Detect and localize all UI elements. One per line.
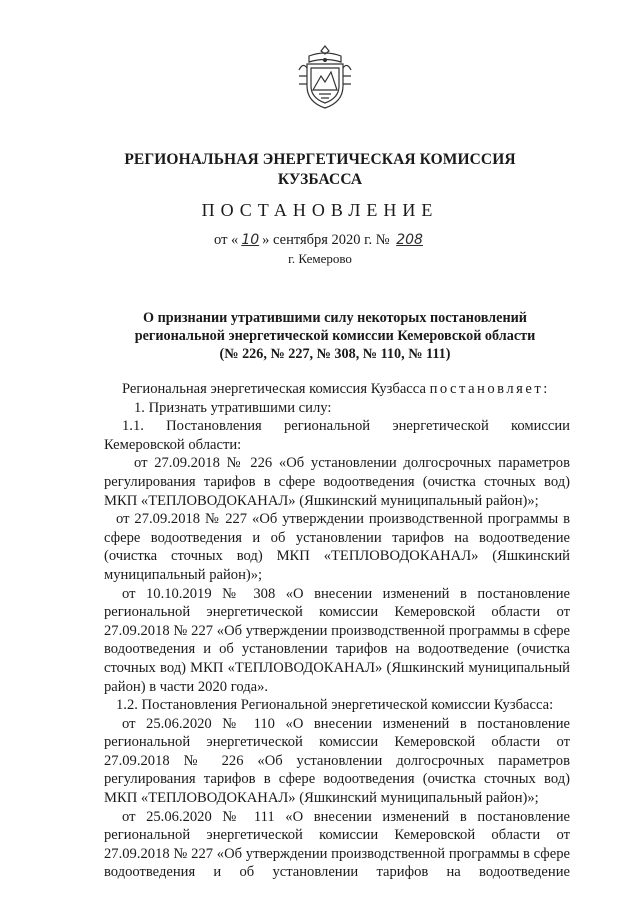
item-1: 1. Признать утратившими силу: [134, 399, 332, 416]
title-line-1: О признании утратившими силу некоторых постановлений [143, 310, 527, 326]
paragraph-227: от 27.09.2018 № 227 «Об утверждении производственной программы в сфере водоотведения и об установлении тарифов на водоотведение (очистка сточных вод) МКП «ТЕПЛОВОДОКАНАЛ» (Яшкинский муниципальный район)»; [104, 511, 570, 583]
date-day-handwritten: 10 [241, 232, 260, 248]
date-prefix: от « [214, 232, 239, 248]
paragraph-111: от 25.06.2020 № 111 «О внесении изменений в постановление региональной энергетической комиссии Кемеровской области от 27.09.2018 № 227 «Об утверждении производственной программы в сфере водоотведения и об установлении тарифов на водоотведение [104, 808, 570, 881]
organization-region: КУЗБАССА [277, 171, 363, 188]
date-month-year: » сентября 2020 г. № [262, 232, 390, 248]
title-line-3: (№ 226, № 227, № 308, № 110, № 111) [219, 346, 451, 362]
paragraph-110: от 25.06.2020 № 110 «О внесении изменений в постановление региональной энергетической комиссии Кемеровской области от 27.09.2018 № 226 «Об установлении долгосрочных параметров регулирования тарифов в сфере водоотведения (очистка сточных вод) МКП «ТЕПЛОВОДОКАНАЛ» (Яшкинский муниципальный район)»; [104, 715, 570, 807]
item-1-1: 1.1. Постановления региональной энергетической комиссии Кемеровской области: [104, 418, 570, 453]
document-type: ПОСТАНОВЛЕНИЕ [201, 200, 439, 220]
document-number-handwritten: 208 [396, 232, 423, 248]
intro-verb: постановляет: [429, 381, 550, 397]
intro-text: Региональная энергетическая комиссия Кузбасса [122, 381, 430, 397]
item-1-2: 1.2. Постановления Региональной энергетической комиссии Кузбасса: [116, 697, 554, 714]
paragraph-308: от 10.10.2019 № 308 «О внесении изменений в постановление региональной энергетической комиссии Кемеровской области от 27.09.2018 № 227 «Об утверждении производственной программы в сфере водоотведения и об установлении тарифов на водоотведение (очистка сточных вод) МКП «ТЕПЛОВОДОКАНАЛ» (Яшкинский муниципальный район) в части 2020 года». [104, 585, 570, 695]
document-date-line [0, 232, 640, 249]
coat-of-arms-emblem [295, 42, 355, 112]
intro-paragraph [104, 380, 570, 399]
title-line-2: региональной энергетической комиссии Кемеровской области [134, 328, 536, 344]
organization-name: РЕГИОНАЛЬНАЯ ЭНЕРГЕТИЧЕСКАЯ КОМИССИЯ [124, 151, 516, 168]
paragraph-226: от 27.09.2018 № 226 «Об установлении долгосрочных параметров регулирования тарифов в сфере водоотведения (очистка сточных вод) МКП «ТЕПЛОВОДОКАНАЛ» (Яшкинский муниципальный район)»; [104, 455, 570, 509]
city: г. Кемерово [288, 251, 352, 266]
document-body [104, 380, 570, 882]
